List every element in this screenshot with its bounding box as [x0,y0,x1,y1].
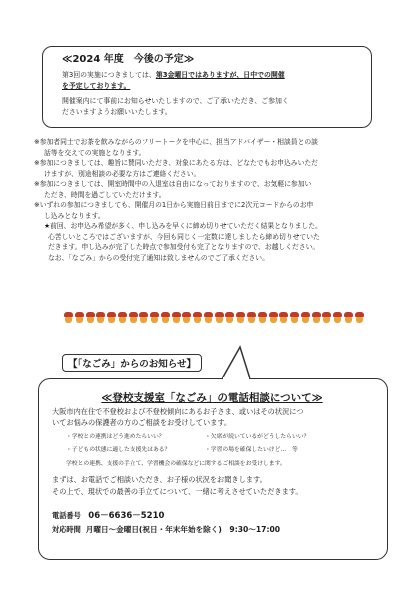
schedule-line-3: 開催案内にて事前にお知らせいたしますので、ご了承いただき、ご参加く [62,97,289,105]
note-line: ※いずれの参加につきましても、開催月の1日から実施日前日までに2次元コードからのお申 [34,201,314,209]
decorative-figure-icon [204,312,213,324]
decorative-figure-icon [161,312,170,324]
decorative-figure-icon [215,312,224,324]
consult-title-text: ≪登校支援室「なごみ」の電話相談について≫ [101,392,323,404]
note-extra-line: ★前回、お申込み希望が多く、申し込みを早くに締め切りせていただく結果となりました。 [44,222,322,230]
consult-outro-2: その上で、現状での最善の手立てについて、一緒に考えさせていただきます。 [52,487,303,496]
bubble-tail [220,345,260,381]
consult-example-1: ・学校との連携はどう進めたらいい？ [66,434,165,440]
phone-number[interactable]: 06－6636－5210 [88,511,165,521]
decorative-figure-icon [333,312,342,324]
hours-value: 月曜日～金曜日(祝日・年末年始を除く) 9:30～17:00 [85,525,281,534]
note-extra-line: なお、「なごみ」からの受付完了通知は致しませんのでご了承ください。 [48,253,269,262]
phone-row [52,510,164,522]
decorative-figure-icon [64,312,73,324]
notice-tab: 【「なごみ」からのお知らせ】 [62,354,202,372]
consult-title [0,390,420,405]
notes-section [34,137,394,263]
schedule-line-1-emph: 第3金曜日ではありますが、日中での開催 [155,71,285,79]
decorative-figure-icon [139,312,148,324]
decorative-figure-icon [225,312,234,324]
note-line: 話等を交えての実施となります。 [44,148,146,157]
consult-example-3: ・子どもの状態に適した支援先はある？ [66,447,171,453]
consult-outro-1: まずは、お電話でご相談いただき、お子様の状況をお聞きします。 [52,475,267,484]
consult-intro-2: いてお悩みの保護者の方のご相談をお受けしています。 [52,418,232,427]
decorative-figure-icon [236,312,245,324]
note-line: ※参加につきましては、開室時間中の入退室は自由になっておりますので、お気軽に参加い [34,180,312,188]
decorative-figure-icon [86,312,95,324]
consult-example-5: 学校との連携、支援の手立て、学習機会の確保などに関するご相談をお受けします。 [66,461,286,467]
decorative-figure-icon [118,312,127,324]
schedule-line-4: ださいますようお願いいたします。 [62,108,172,116]
decorative-figure-icon [312,312,321,324]
note-line: けますが、別途相談の必要な方はご連絡ください。 [44,169,201,178]
schedule-line-1 [62,70,285,81]
consult-example-2: ・欠席が続いているがどうしたらいい？ [205,434,310,440]
decorative-figure-icon [269,312,278,324]
decorative-figure-icon [344,312,353,324]
decorative-figure-icon [290,312,299,324]
decorative-figure-icon [107,312,116,324]
note-line: ただき、時間を過ごしていただけます。 [44,190,166,199]
note-line: し込みとなります。 [44,211,105,220]
note-extra-line: 心苦しいところではございますが、今回も同じく一定数に達しましたら締め切りせていた [48,232,320,241]
decorative-border [64,312,364,328]
decorative-figure-icon [247,312,256,324]
decorative-figure-icon [322,312,331,324]
consult-intro-1: 大阪市内在住で不登校および不登校傾向にあるお子さま、或いはその状況につ [52,407,304,416]
decorative-figure-icon [279,312,288,324]
decorative-figure-icon [96,312,105,324]
schedule-line-2: を予定しております。 [62,82,131,90]
note-extra-line: だきます。申し込みが完了した時点で参加受付も完了となりますので、お越しください。 [48,243,320,251]
decorative-figure-icon [182,312,191,324]
decorative-figure-icon [75,312,84,324]
note-line: ※参加者同士でお茶を飲みながらのフリートークを中心に、担当アドバイザー・相談員との談 [34,138,318,146]
hours-label: 対応時間 [52,525,81,534]
schedule-title: ≪2024 年度 今後の予定≫ [62,54,195,65]
schedule-line-1-prefix: 第3回の実施につきましては、 [62,71,156,79]
note-line: ※参加につきましては、趣旨に賛同いただき、対象にあたる方は、どなたでもお申込みいただ [34,159,318,167]
decorative-figure-icon [172,312,181,324]
decorative-figure-icon [301,312,310,324]
consult-example-4: ・学習の場を確保したいけど… 等 [205,447,298,453]
decorative-figure-icon [355,312,364,324]
decorative-figure-icon [258,312,267,324]
decorative-figure-icon [193,312,202,324]
phone-label: 電話番号 [52,511,81,520]
decorative-figure-icon [150,312,159,324]
hours-row [52,524,280,535]
decorative-figure-icon [129,312,138,324]
